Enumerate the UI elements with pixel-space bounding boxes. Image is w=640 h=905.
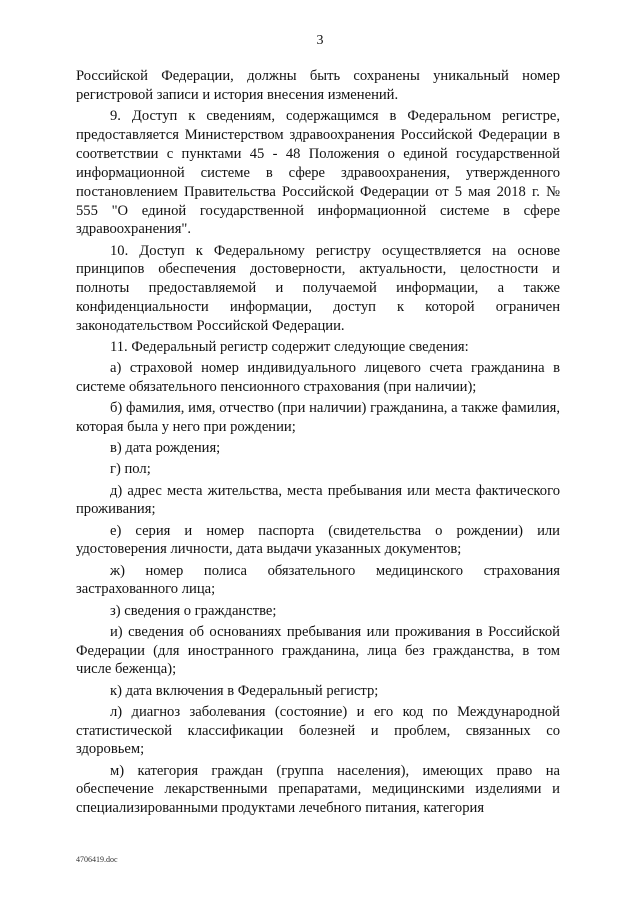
list-item-l: л) диагноз заболевания (состояние) и его код по Международной статистической классификации болезней и проблем, связанных со здоровьем;	[76, 703, 560, 758]
list-item-b: б) фамилия, имя, отчество (при наличии) гражданина, а также фамилия, которая была у него при рождении;	[76, 400, 560, 436]
paragraph-continuation: Российской Федерации, должны быть сохранены уникальный номер регистровой записи и история внесения изменений.	[76, 68, 560, 103]
list-item-g: г) пол;	[110, 461, 151, 478]
paragraph-clause-11: 11. Федеральный регистр содержит следующие сведения:	[110, 339, 469, 356]
list-item-m: м) категория граждан (группа населения), имеющих право на обеспечение лекарственными препаратами, медицинскими изделиями и специализированными продуктами лечебного питания, категория	[76, 762, 560, 817]
document-body	[76, 67, 560, 818]
list-item-e: е) серия и номер паспорта (свидетельства о рождении) или удостоверения личности, дата выдачи указанных документов;	[76, 522, 560, 558]
document-filename: 4706419.doc	[76, 855, 118, 864]
list-item-d: д) адрес места жительства, места пребывания или места фактического проживания;	[76, 482, 560, 518]
list-item-zh: ж) номер полиса обязательного медицинского страхования застрахованного лица;	[76, 562, 560, 598]
paragraph-clause-10: 10. Доступ к Федеральному регистру осуществляется на основе принципов обеспечения достоверности, актуальности, целостности и полноты предоставляемой и получаемой информации, а также конфиденциальности информации, доступ к которой ограничен законодательством Российской Федерации.	[76, 242, 560, 335]
list-item-a: а) страховой номер индивидуального лицевого счета гражданина в системе обязательного пенсионного страхования (при наличии);	[76, 360, 560, 396]
list-item-z: з) сведения о гражданстве;	[110, 602, 277, 619]
paragraph-clause-9: 9. Доступ к сведениям, содержащимся в Федеральном регистре, предоставляется Министерством здравоохранения Российской Федерации в соответствии с пунктами 45 - 48 Положения о единой государственной информационной системе в сфере здравоохранения, утвержденного постановлением Правительства Российской Федерации от 5 мая 2018 г. № 555 "О единой государственной информационной системе в сфере здравоохранения".	[76, 108, 560, 238]
list-item-i: и) сведения об основаниях пребывания или проживания в Российской Федерации (для иностранного гражданина, лица без гражданства, в том числе беженца);	[76, 623, 560, 678]
list-item-v: в) дата рождения;	[110, 440, 221, 457]
list-item-k: к) дата включения в Федеральный регистр;	[110, 682, 379, 699]
page-number: 3	[316, 33, 324, 48]
